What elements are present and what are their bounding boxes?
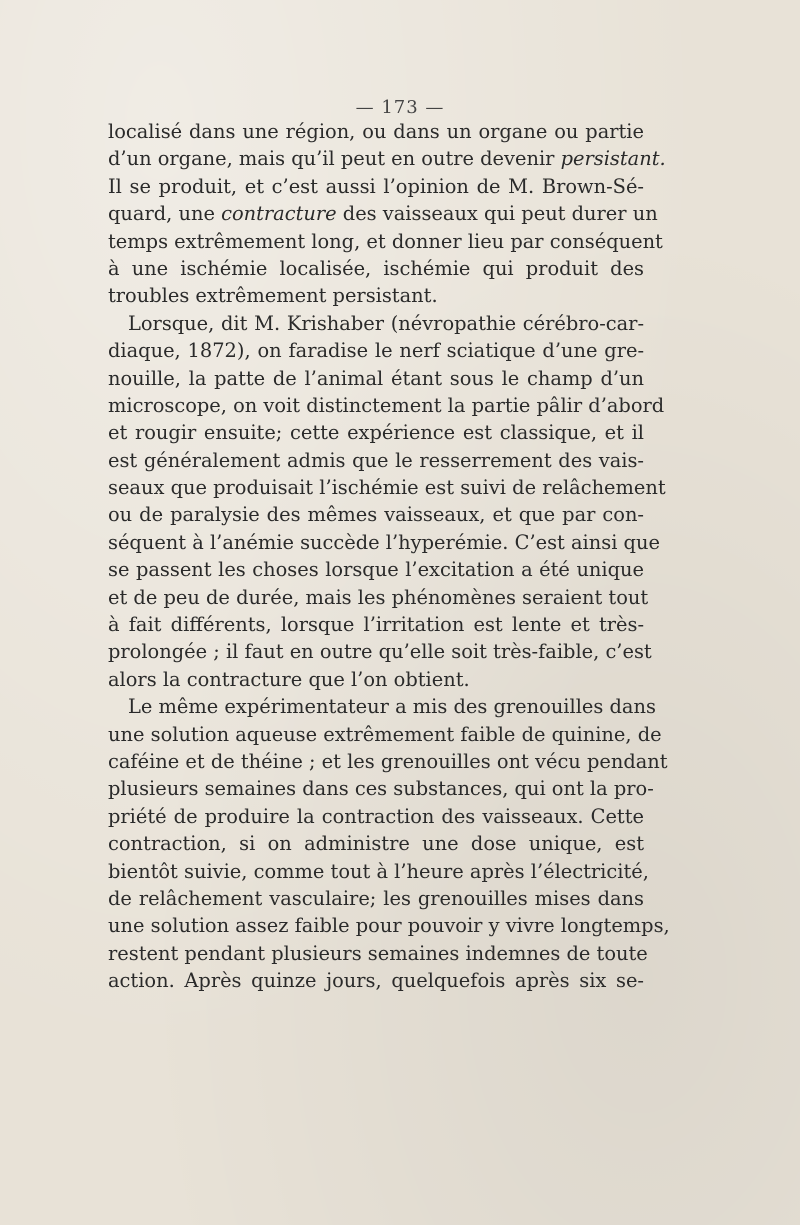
paragraph-1 <box>108 118 666 310</box>
text-line: diaque, 1872), on faradise le nerf sciatique d’une gre- <box>108 339 644 363</box>
text-line: priété de produire la contraction des vaisseaux. Cette <box>108 804 644 828</box>
text-line: est généralement admis que le resserrement des vais- <box>108 448 644 472</box>
text-line: seaux que produisait l’ischémie est suivi de relâchement <box>108 476 666 500</box>
text-line: localisé dans une région, ou dans un organe ou partie <box>108 120 644 143</box>
text-line-with-italic <box>108 200 658 227</box>
text-line: temps extrêmement long, et donner lieu par conséquent <box>108 229 663 253</box>
text-line: bientôt suivie, comme tout à l’heure après l’électricité, <box>108 859 649 883</box>
body-text <box>108 118 670 995</box>
text-line: ou de paralysie des mêmes vaisseaux, et que par con- <box>108 503 644 527</box>
text-line: alors la contracture que l’on obtient. <box>108 667 470 691</box>
paragraph-2 <box>108 310 666 693</box>
text-line: Le même expérimentateur a mis des grenouilles dans <box>128 695 656 719</box>
text-line: séquent à l’anémie succède l’hyperémie. C’est ainsi que <box>108 530 660 554</box>
text-line: une solution aqueuse extrêmement faible de quinine, de <box>108 722 662 746</box>
text-line: restent pendant plusieurs semaines indemnes de toute <box>108 941 648 965</box>
text-line: se passent les choses lorsque l’excitation a été unique <box>108 558 644 582</box>
text-segment: d’un organe, mais qu’il peut en outre devenir <box>108 147 561 171</box>
text-line: nouille, la patte de l’animal étant sous le champ d’un <box>108 366 644 390</box>
italic-word: persistant. <box>560 147 666 171</box>
text-line: Il se produit, et c’est aussi l’opinion de M. Brown-Sé- <box>108 174 644 198</box>
text-line: et de peu de durée, mais les phénomènes seraient tout <box>108 585 649 609</box>
text-line: à une ischémie localisée, ischémie qui produit des <box>108 256 644 280</box>
text-segment: des vaisseaux qui peut durer un <box>336 202 658 226</box>
text-line: caféine et de théine ; et les grenouilles ont vécu pendant <box>108 749 668 773</box>
text-line: troubles extrêmement persistant. <box>108 284 438 308</box>
text-segment: quard, une <box>108 202 222 226</box>
text-line: Lorsque, dit M. Krishaber (névropathie cérébro-car- <box>128 311 644 335</box>
paragraph-3 <box>108 693 670 994</box>
page-number: — 173 — <box>355 97 445 118</box>
italic-word: contracture <box>221 202 337 226</box>
text-line: et rougir ensuite; cette expérience est classique, et il <box>108 421 644 445</box>
text-line-with-italic <box>108 145 666 172</box>
text-line: à fait différents, lorsque l’irritation est lente et très- <box>108 613 644 637</box>
text-line: action. Après quinze jours, quelquefois après six se- <box>108 969 644 993</box>
text-line: une solution assez faible pour pouvoir y vivre longtemps, <box>108 914 670 938</box>
text-line: de relâchement vasculaire; les grenouilles mises dans <box>108 886 644 910</box>
text-line: prolongée ; il faut en outre qu’elle soit très-faible, c’est <box>108 640 652 664</box>
text-line: microscope, on voit distinctement la partie pâlir d’abord <box>108 393 665 417</box>
text-line: plusieurs semaines dans ces substances, qui ont la pro- <box>108 777 654 801</box>
text-line: contraction, si on administre une dose unique, est <box>108 832 644 856</box>
